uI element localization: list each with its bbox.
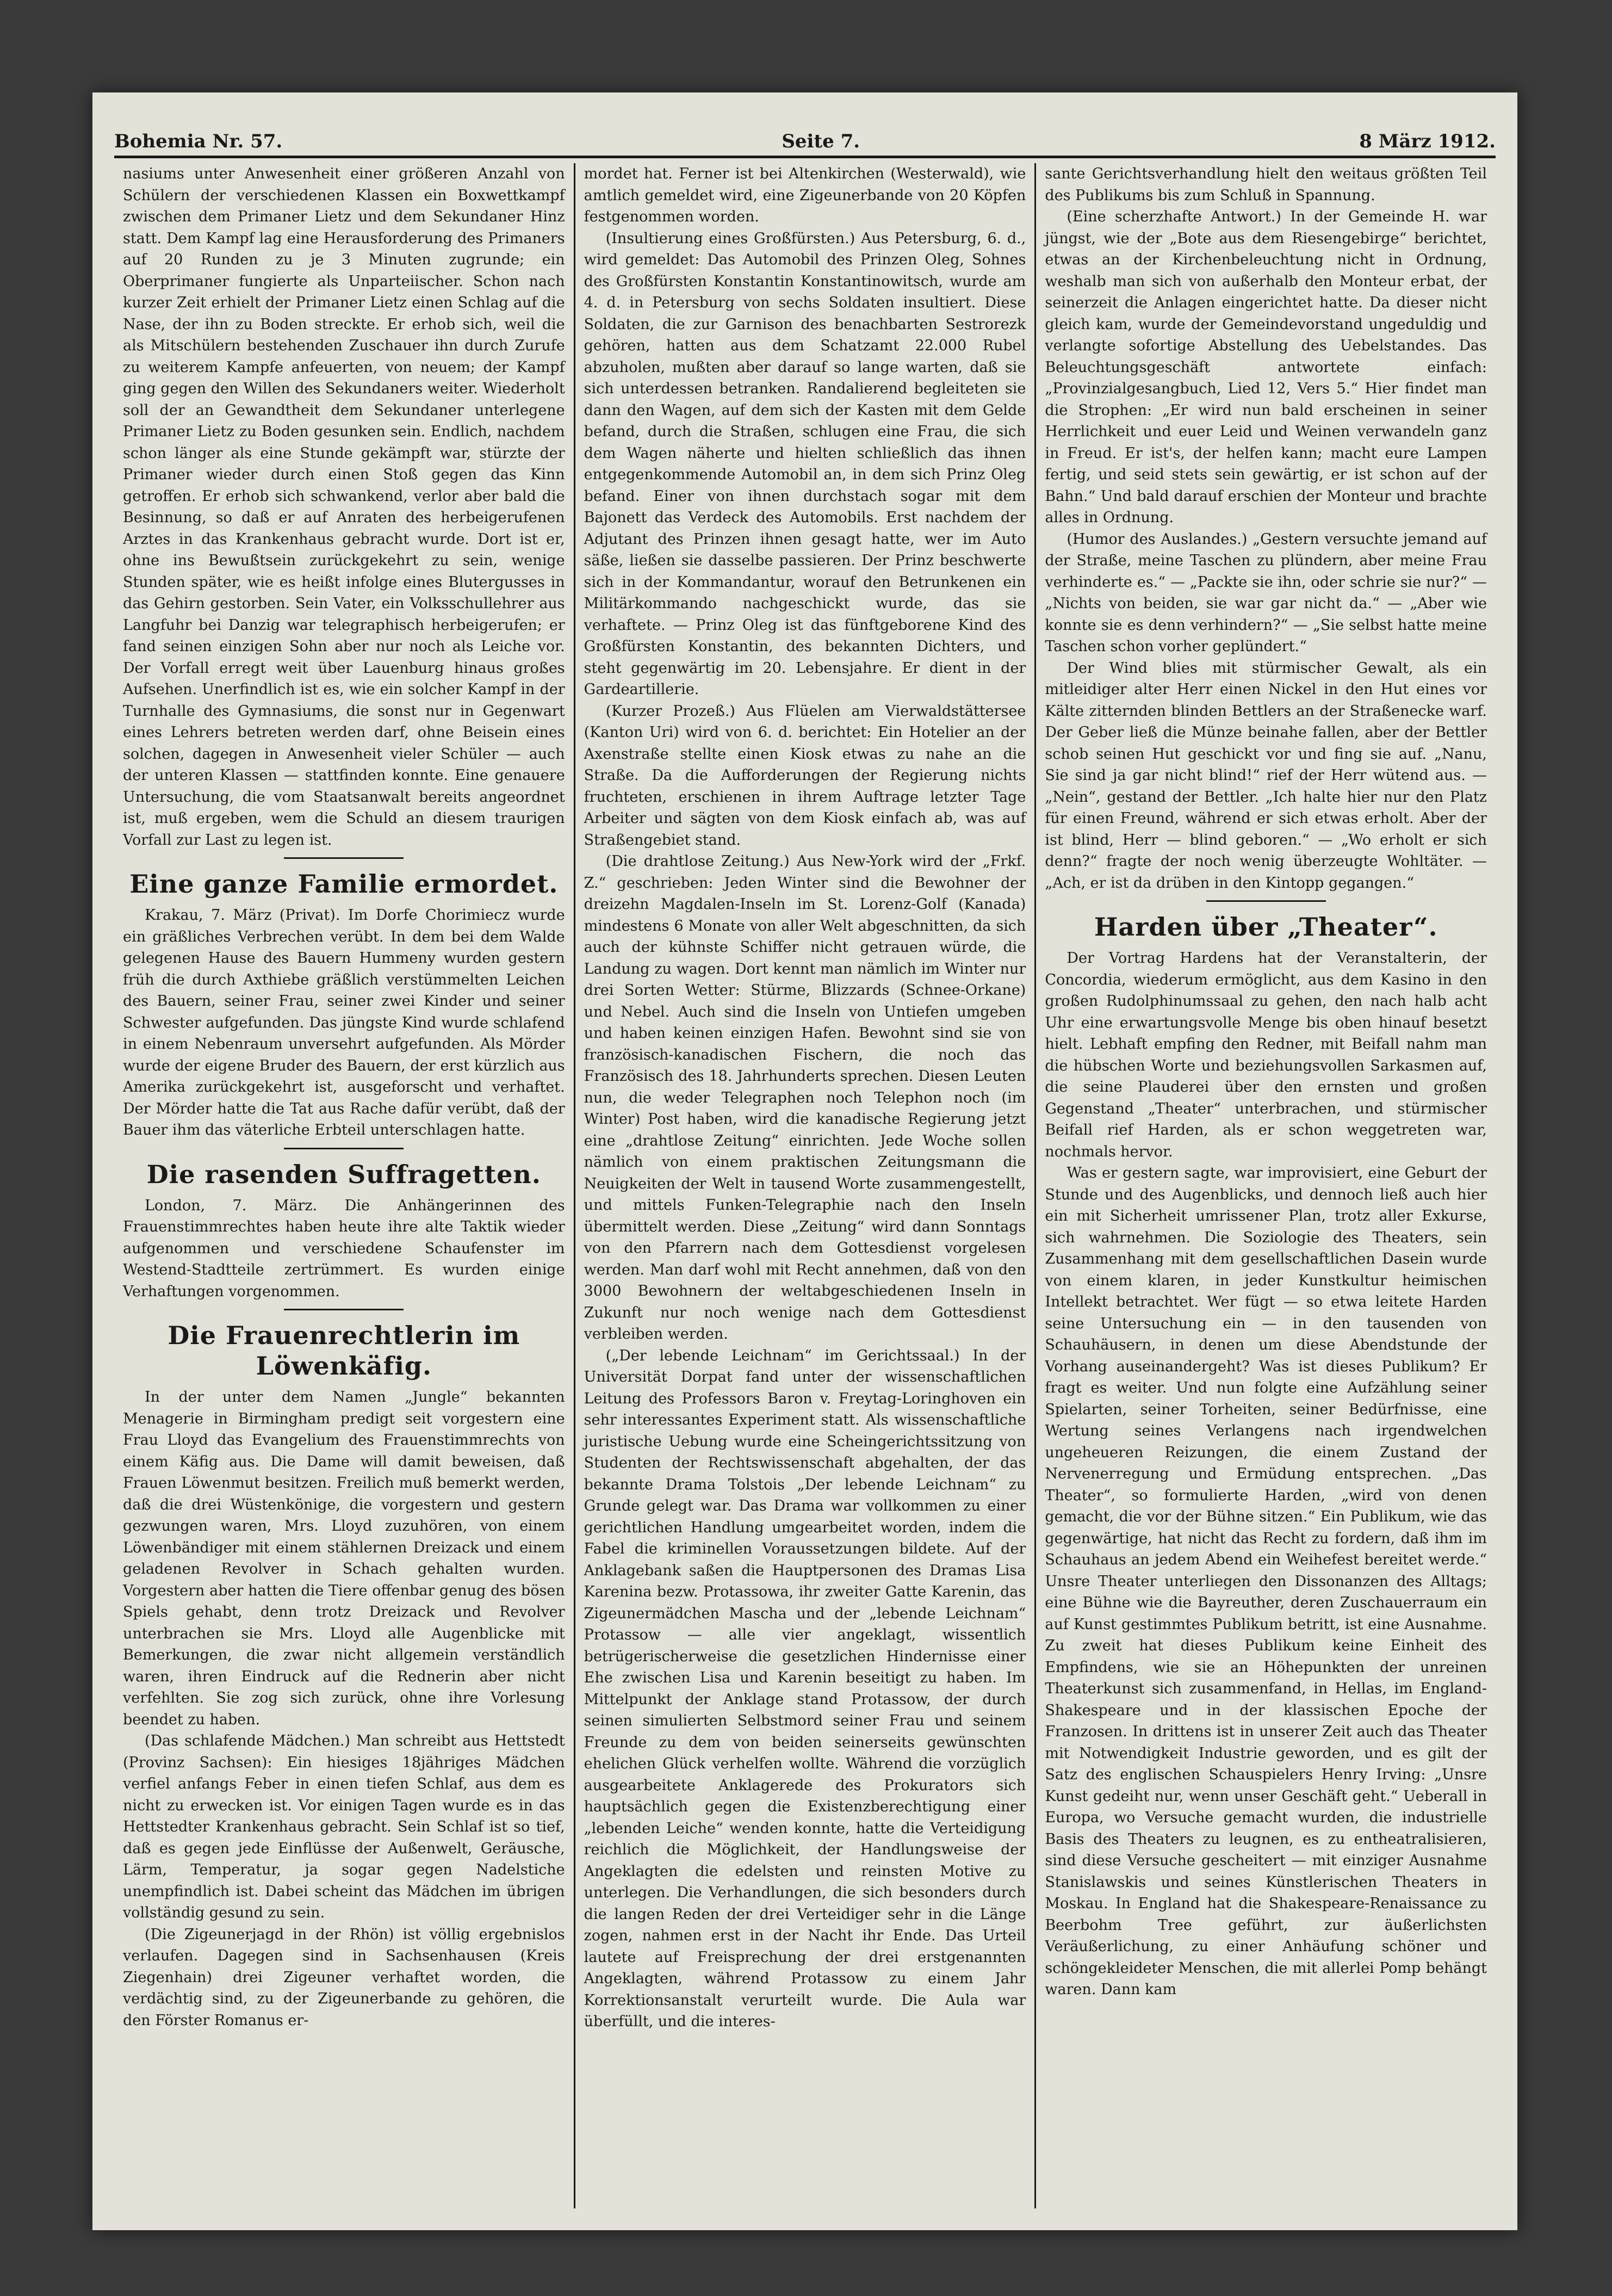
separator bbox=[284, 1148, 404, 1149]
column-2 bbox=[575, 163, 1037, 2208]
article-text: Was er gestern sagte, war improvisiert, eine Geburt der Stunde und des Augenblicks, und dennoch ließ auch hier ein mit Sicherheit umrissener Plan, trotz aller Exkurse, sich wahrnehmen. Die Soziologie des Theaters, sein Zusammenhang mit dem gesellschaftlichen Dasein wurde von einem klaren, in jeder Kunstkultur heimischen Intellekt betrachtet. Wer fügt — so etwa leitete Harden seine Untersuchung ein — in den tausenden von Schauhäusern, in denen um diese Abendstunde der Vorhang auseinandergeht? Was ist dieses Publikum? Er fragt es weiter. Und nun folgte eine Aufzählung seiner Spielarten, seiner Torheiten, seiner Bedürfnisse, eine Wertung seines Verlangens nach irgendwelchen ungeheueren Reizungen, die einem Zustand der Nervenerregung und Ermüdung entsprechen. „Das Theater“, so formulierte Harden, „wird von denen gemacht, die vor der Bühne sitzen.“ Ein Publikum, wie das gegenwärtige, hat nicht das Recht zu fordern, daß ihm im Schauhaus an jedem Abend ein Weihefest bereitet werde.“ Unsre Theater unterliegen den Dissonanzen des Alltags; eine Bühne wie die Bayreuther, deren Zuschauerraum ein auf Kunst gestimmtes Publikum betritt, ist eine Ausnahme. Zu zweit hat dieses Publikum keine Einheit des Empfindens, wie sie an Höhepunkten der unreinen Theaterkunst sich zusammenfand, in Hellas, im England-Shakespeare und in der klassischen Epoche der Franzosen. In drittens ist in unserer Zeit auch das Theater mit Notwendigkeit Industrie geworden, und es gilt der Satz des englischen Schauspielers Henry Irving: „Unsre Kunst gedeiht nur, wenn unser Geschäft geht.“ Ueberall in Europa, wo Versuche gemacht wurden, die industrielle Basis des Theaters zu leugnen, es zu entheatralisieren, sind diese Versuche gescheitert — mit einziger Ausnahme Stanislawskis und seines Künstlerischen Theaters in Moskau. In England hat die Shakespeare-Renaissance zu Beerbohm Tree geführt, zur äußerlichsten Veräußerlichung, zu einer Anhäufung schöner und schöngekleideter Menschen, die mit allerlei Pomp behängt waren. Dann kam bbox=[1045, 1165, 1487, 1998]
article-text: („Der lebende Leichnam“ im Gerichtssaal.) In der Universität Dorpat fand unter der wissenschaftlichen Leitung des Professors Baron v. Freytag-Loringhoven ein sehr interessantes Experiment statt. Als wissenschaftliche juristische Uebung wurde eine Scheingerichtssitzung von Studenten der Rechtswissenschaft abgehalten, der das bekannte Drama Tolstois „Der lebende Leichnam“ zu Grunde gelegt war. Das Drama war vollkommen zu einer gerichtlichen Handlung umgearbeitet worden, indem die Fabel die kriminellen Voraussetzungen bildete. Auf der Anklagebank saßen die Hauptpersonen des Dramas Lisa Karenina bezw. Protassowa, ihr zweiter Gatte Karenin, das Zigeunermädchen Mascha und der „lebende Leichnam“ Protassow — alle vier angeklagt, wissentlich betrügerischerweise die gesetzlichen Hindernisse einer Ehe zwischen Lisa und Karenin beseitigt zu haben. Im Mittelpunkt der Anklage stand Protassow, der durch seinen simulierten Selbstmord seiner Frau und seinem Freunde zu dem von beiden seinerseits gewünschten ehelichen Glück verhelfen wollte. Während die vorzüglich ausgearbeitete Anklagerede des Prokurators sich hauptsächlich gegen die Existenzberechtigung einer „lebenden Leiche“ wenden konnte, hatte die Verteidigung reichlich die Möglichkeit, der Handlungsweise der Angeklagten die edelsten und reinsten Motive zu unterlegen. Die Verhandlungen, die sich besonders durch die langen Reden der drei Verteidiger sehr in die Länge zogen, nahmen erst in der Nacht ihr Ende. Das Urteil lautete auf Freisprechung der drei erstgenannten Angeklagten, während Protassow zu einem Jahr Korrektionsanstalt verurteilt wurde. Die Aula war überfüllt, und die interes- bbox=[584, 1347, 1026, 2030]
article-text: (Das schlafende Mädchen.) Man schreibt aus Hettstedt (Provinz Sachsen): Ein hiesiges 18jähriges Mädchen verfiel anfangs Feber in einen tiefen Schlaf, aus dem es nicht zu erwecken ist. Vor einigen Tagen wurde es in das Hettstedter Krankenhaus gebracht. Sein Schlaf ist so tief, daß es gegen jede Einflüsse der Außenwelt, Geräusche, Lärm, Temperatur, ja sogar gegen Nadelstiche unempfindlich ist. Dabei scheint das Mädchen im übrigen vollständig gesund zu sein. bbox=[123, 1732, 565, 1921]
article-text: nasiums unter Anwesenheit einer größeren Anzahl von Schülern der verschiedenen Klassen ein Boxwettkampf zwischen dem Primaner Lietz und dem Sekundaner Hinz statt. Dem Kampf lag eine Herausforderung des Primaners auf 20 Runden zu je 3 Minuten zugrunde; ein Oberprimaner fungierte als Unparteiischer. Schon nach kurzer Zeit erhielt der Primaner Lietz einen Schlag auf die Nase, der ihn zu Boden streckte. Er erhob sich, weil die als Mitschülern bestehenden Zuschauer ihn durch Zurufe zu weiterem Kampfe anfeuerten, von neuem; der Kampf ging gegen den Willen des Sekundaners weiter. Wiederholt soll der an Gewandtheit dem Sekundaner unterlegene Primaner Lietz zu Boden gesunken sein. Endlich, nachdem schon länger als eine Stunde gekämpft war, stürzte der Primaner wieder durch einen Stoß gegen das Kinn getroffen. Er erhob sich schwankend, verlor aber bald die Besinnung, so daß er auf Anraten des herbeigerufenen Arztes in das Krankenhaus gebracht wurde. Dort ist er, ohne ins Bewußtsein zurückgekehrt zu sein, wenige Stunden später, wie es heißt infolge eines Blutergusses in das Gehirn gestorben. Sein Vater, ein Volksschullehrer aus Langfuhr bei Danzig war telegraphisch herbeigerufen; er fand seinen einzigen Sohn aber nur noch als Leiche vor. Der Vorfall erregt weit über Lauenburg hinaus großes Aufsehen. Unerfindlich ist es, wie ein solcher Kampf in der Turnhalle des Gymnasiums, die sonst nur in Gegenwart eines Lehrers betreten werden darf, ohne Beisein eines solchen, dagegen in Anwesenheit vieler Schüler — auch der unteren Klassen — stattfinden konnte. Eine genauere Untersuchung, die vom Staatsanwalt bereits angeordnet ist, muß ergeben, wem die Schuld an diesem traurigen Vorfall zur Last zu legen ist. bbox=[123, 165, 565, 849]
separator bbox=[284, 1309, 404, 1310]
article-text: London, 7. März. Die Anhängerinnen des Frauenstimmrechtes haben heute ihre alte Taktik wieder aufgenommen und verschiedene Schaufenster im Westend-Stadtteile zertrümmert. Es wurden einige Verhaftungen vorgenommen. bbox=[123, 1197, 565, 1300]
article-text: Krakau, 7. März (Privat). Im Dorfe Chorimiecz wurde ein gräßliches Verbrechen verübt. In dem bei dem Walde gelegenen Hause des Bauern Hummeny wurden gestern früh die durch Axthiebe gräßlich verstümmelten Leichen des Bauern, seiner Frau, seiner zwei Kinder und seiner Schwester aufgefunden. Das jüngste Kind wurde schlafend in einem Nebenraum unversehrt aufgefunden. Als Mörder wurde der eigene Bruder des Bauern, der erst kürzlich aus Amerika zurückgekehrt ist, ausgeforscht und verhaftet. Der Mörder hatte die Tat aus Rache dafür verübt, daß der Bauer ihm das väterliche Erbteil unterschlagen hatte. bbox=[123, 907, 565, 1138]
newspaper-page bbox=[92, 92, 1517, 2230]
column-1 bbox=[114, 163, 575, 2208]
header-date: 8 März 1912. bbox=[1359, 131, 1496, 152]
article-text: (Kurzer Prozeß.) Aus Flüelen am Vierwaldstättersee (Kanton Uri) wird von 6. d. berichtet: Ein Hotelier an der Axenstraße stellte einen Kiosk etwas zu nahe an die Straße. Da die Aufforderungen der Regierung nichts fruchteten, erschienen in ihrem Auftrage letzter Tage Arbeiter und sägten von dem Kiosk einfach ab, was auf Straßengebiet stand. bbox=[584, 702, 1026, 849]
header-page-number: Seite 7. bbox=[782, 131, 860, 152]
separator bbox=[284, 857, 404, 859]
headline: Harden über „Theater“. bbox=[1094, 912, 1438, 942]
article-text: (Humor des Auslandes.) „Gestern versuchte jemand auf der Straße, meine Taschen zu plündern, aber meine Frau verhinderte es.“ — „Packte sie ihn, oder schrie sie nur?“ — „Nichts von beiden, sie war gar nicht da.“ — „Aber wie konnte sie es denn verhindern?“ — „Sie selbst hatte meine Taschen schon vorher geplündert.“ bbox=[1045, 530, 1487, 655]
article-text: mordet hat. Ferner ist bei Altenkirchen (Westerwald), wie amtlich gemeldet wird, eine Zigeunerbande von 20 Köpfen festgenommen worden. bbox=[584, 165, 1026, 225]
separator bbox=[1206, 900, 1326, 902]
article-text: (Insultierung eines Großfürsten.) Aus Petersburg, 6. d., wird gemeldet: Das Automobil des Prinzen Oleg, Sohnes des Großfürsten Konstantin Konstantinowitsch, wurde am 4. d. in Petersburg von sechs Soldaten insultiert. Diese Soldaten, die zur Garnison des benachbarten Sestrorezk gehören, hatten aus dem Schatzamt 22.000 Rubel abzuholen, mußten aber darauf so lange warten, daß sie sich unterdessen betranken. Randalierend begleiteten sie dann den Wagen, auf dem sich der Kasten mit dem Gelde befand, durch die Straßen, schlugen eine Frau, die sich dem Wagen näherte und hielten schließlich das ihnen entgegenkommende Automobil an, in dem sich Prinz Oleg befand. Einer von ihnen durchstach sogar mit dem Bajonett das Verdeck des Automobils. Erst nachdem der Adjutant des Prinzen ihnen gesagt hatte, wer im Auto säße, ließen sie dasselbe passieren. Der Prinz beschwerte sich in der Kommandantur, worauf den Betrunkenen ein Militärkommando nachgeschickt wurde, das sie verhaftete. — Prinz Oleg ist das fünftgeborene Kind des Großfürsten Konstantin, des bekannten Dichters, und steht gegenwärtig im 20. Lebensjahre. Er dient in der Gardeartillerie. bbox=[584, 230, 1026, 698]
article-text: sante Gerichtsverhandlung hielt den weitaus größten Teil des Publikums bis zum Schluß in Spannung. bbox=[1045, 165, 1487, 204]
article-text: Der Vortrag Hardens hat der Veranstalterin, der Concordia, wiederum ermöglicht, aus dem Kasino in den großen Rudolphinumssaal zu gehen, den nach halb acht Uhr eine erwartungsvolle Menge bis oben hinauf besetzt hielt. Lebhaft empfing den Redner, mit Beifall nahm man die hübschen Worte und beziehungsvollen Sarkasmen auf, die seine Plauderei über den ernsten und großen Gegenstand „Theater“ unterbrachen, und stürmischer Beifall rief Harden, als er schon weggetreten war, nochmals hervor. bbox=[1045, 950, 1487, 1160]
headline: Eine ganze Familie ermordet. bbox=[129, 869, 559, 899]
column-3 bbox=[1036, 163, 1496, 2208]
article-text: (Eine scherzhafte Antwort.) In der Gemeinde H. war jüngst, wie der „Bote aus dem Riesengebirge“ berichtet, etwas an der Kirchenbeleuchtung nicht in Ordnung, weshalb man sich von außerhalb den Monteur erbat, der seinerzeit die Anlagen eingerichtet hatte. Da dieser nicht gleich kam, wurde der Gemeindevorstand ungeduldig und verlangte sofortige Abstellung des Uebelstandes. Das Beleuchtungsgeschäft antwortete einfach: „Provinzialgesangbuch, Lied 12, Vers 5.“ Hier findet man die Strophen: „Er wird nun bald erscheinen in seiner Herrlichkeit und euer Leid und Weinen verwandeln ganz in Freud. Er ist's, der helfen kann; macht eure Lampen fertig, und seid stets sein gewärtig, er ist schon auf der Bahn.“ Und bald darauf erschien der Monteur und brachte alles in Ordnung. bbox=[1045, 208, 1487, 526]
headline: Die rasenden Suffragetten. bbox=[146, 1159, 541, 1189]
page-header bbox=[114, 114, 1496, 158]
headline: Die Frauenrechtlerin im Löwenkäfig. bbox=[168, 1321, 520, 1381]
article-text: In der unter dem Namen „Jungle“ bekannten Menagerie in Birmingham predigt seit vorgestern eine Frau Lloyd das Evangelium des Frauenstimmrechts von einem Käfig aus. Die Dame will damit beweisen, daß Frauen Löwenmut besitzen. Freilich muß bemerkt werden, daß die drei Wüstenkönige, die vorgestern und gestern gezwungen waren, Mrs. Lloyd zuzuhören, von einem Löwenbändiger mit einem stählernen Dreizack und einem geladenen Revolver in Schach gehalten wurden. Vorgestern aber hatten die Tiere offenbar genug des bösen Spiels gehabt, denn trotz Dreizack und Revolver unterbrachen sie Mrs. Lloyd alle Augenblicke mit Bemerkungen, die zwar nicht allgemein verständlich waren, ihren Eindruck auf die Rednerin aber nicht verfehlten. Sie zog sich zurück, ohne ihre Vorlesung beendet zu haben. bbox=[123, 1389, 565, 1728]
article-text: (Die Zigeunerjagd in der Rhön) ist völlig ergebnislos verlaufen. Dagegen sind in Sachsenhausen (Kreis Ziegenhain) drei Zigeuner verhaftet worden, die verdächtig sind, zu der Zigeunerbande zu gehören, die den Förster Romanus er- bbox=[123, 1926, 565, 2029]
header-issue: Bohemia Nr. 57. bbox=[114, 131, 283, 152]
article-text: Der Wind blies mit stürmischer Gewalt, als ein mitleidiger alter Herr einen Nickel in den Hut eines vor Kälte zitternden blinden Bettlers an der Straßenecke warf. Der Geber ließ die Münze beinahe fallen, aber der Bettler schob seinen Hut geschickt vor und fing sie auf. „Nanu, Sie sind ja gar nicht blind!“ rief der Herr wütend aus. — „Nein“, gestand der Bettler. „Ich halte hier nur den Platz für einen Freund, während er sich etwas erholt. Aber der ist blind, Herr — blind geboren.“ — „Wo erholt er sich denn?“ fragte der noch wenig überzeugte Wohltäter. — „Ach, er ist da drüben in den Kintopp gegangen.“ bbox=[1045, 659, 1487, 892]
columns bbox=[114, 163, 1496, 2208]
article-text: (Die drahtlose Zeitung.) Aus New-York wird der „Frkf. Z.“ geschrieben: Jeden Winter sind die Bewohner der dreizehn Magdalen-Inseln im St. Lorenz-Golf (Kanada) mindestens 6 Monate von aller Welt abgeschnitten, da sich auch der kühnste Schiffer nicht getrauen würde, die Landung zu wagen. Dort kennt man nämlich im Winter nur drei Sorten Wetter: Stürme, Blizzards (Schnee-Orkane) und Nebel. Auch sind die Inseln von Untiefen umgeben und haben keinen einzigen Hafen. Bewohnt sind sie von französisch-kanadischen Fischern, die noch das Französisch des 18. Jahrhunderts sprechen. Diesen Leuten nun, die weder Telegraphen noch Telephon noch (im Winter) Post haben, wird die kanadische Regierung jetzt eine „drahtlose Zeitung“ einrichten. Jede Woche sollen nämlich von einem praktischen Zeitungsmann die Neuigkeiten der Welt in tausend Worte zusammengestellt, und mittels Funken-Telegraphie nach den Inseln übermittelt werden. Diese „Zeitung“ wird dann Sonntags von den Pfarrern nach dem Gottesdienst vorgelesen werden. Man darf wohl mit Recht annehmen, daß von den 3000 Bewohnern der weltabgeschiedenen Inseln in Zukunft nur noch wenige nach dem Gottesdienst verbleiben werden. bbox=[584, 853, 1026, 1342]
